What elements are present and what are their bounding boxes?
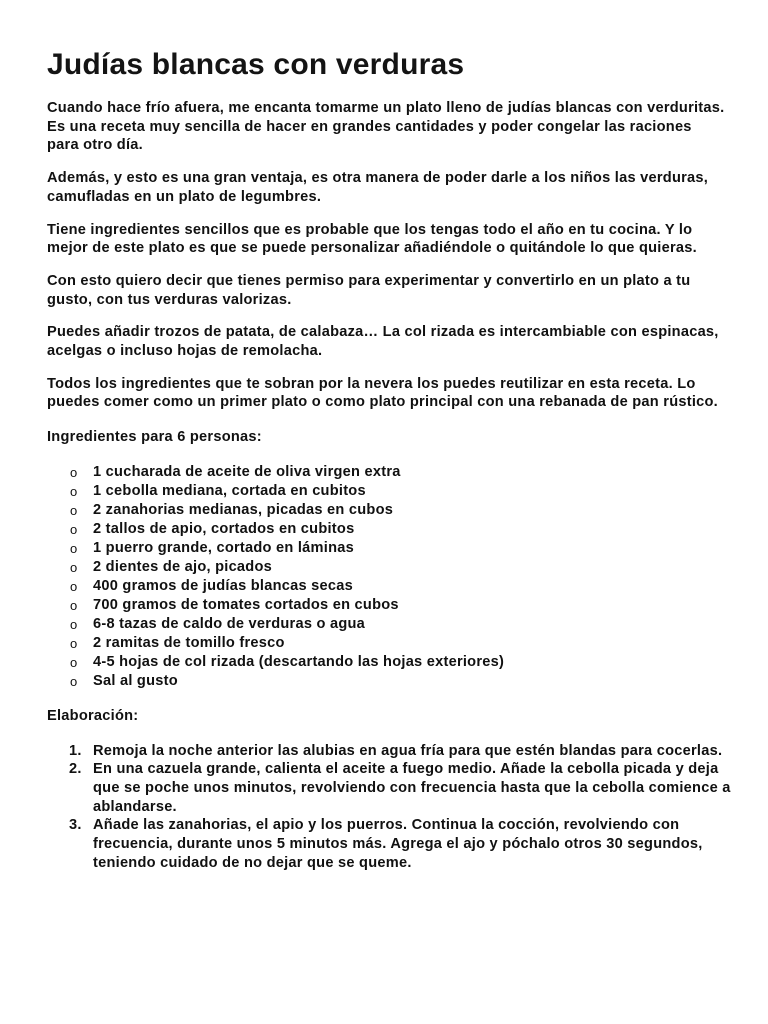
- ingredient-text: 2 dientes de ajo, picados: [93, 558, 272, 575]
- intro-paragraph: Cuando hace frío afuera, me encanta tomarme un plato lleno de judías blancas con verduritas. Es una receta muy sencilla de hacer en grandes cantidades y poder congelar las raciones para otro día.: [47, 100, 725, 154]
- ingredient-text: 400 gramos de judías blancas secas: [93, 577, 353, 594]
- ingredient-text: 1 cucharada de aceite de oliva virgen extra: [93, 463, 401, 480]
- step-text: En una cazuela grande, calienta el aceite a fuego medio. Añade la cebolla picada y deja que se poche unos minutos, revolviendo con frecuencia hasta que la cebolla comience a ablandarse.: [93, 761, 731, 815]
- list-item: [47, 816, 733, 872]
- ingredient-text: 2 tallos de apio, cortados en cubitos: [93, 520, 355, 537]
- step-number: 1.: [69, 742, 82, 759]
- step-number: 2.: [69, 761, 82, 778]
- ingredient-text: 6-8 tazas de caldo de verduras o agua: [93, 615, 366, 632]
- bullet-icon: o: [70, 502, 78, 518]
- bullet-icon: o: [70, 521, 78, 537]
- ingredient-text: 2 zanahorias medianas, picadas en cubos: [93, 501, 394, 518]
- step-text: Remoja la noche anterior las alubias en agua fría para que estén blandas para cocerlas.: [93, 742, 723, 759]
- bullet-icon: o: [70, 464, 78, 480]
- ingredient-text: 1 puerro grande, cortado en láminas: [93, 539, 354, 556]
- list-item: [47, 760, 733, 816]
- document-title: Judías blancas con verduras: [47, 48, 465, 81]
- ingredient-text: 4-5 hojas de col rizada (descartando las hojas exteriores): [93, 653, 505, 670]
- ingredient-text: Sal al gusto: [93, 672, 178, 689]
- bullet-icon: o: [70, 540, 78, 556]
- list-item: [47, 577, 737, 596]
- bullet-icon: o: [70, 635, 78, 651]
- bullet-icon: o: [70, 578, 78, 594]
- list-item: [47, 742, 733, 761]
- bullet-icon: o: [70, 673, 78, 689]
- list-item: [47, 672, 737, 691]
- advantage-paragraph: Además, y esto es una gran ventaja, es otra manera de poder darle a los niños las verduras, camufladas en un plato de legumbres.: [47, 170, 709, 205]
- list-item: [47, 482, 737, 501]
- list-item: [47, 558, 737, 577]
- ingredient-text: 1 cebolla mediana, cortada en cubitos: [93, 482, 366, 499]
- ingredients-list: [47, 463, 737, 691]
- experiment-paragraph: Con esto quiero decir que tienes permiso para experimentar y convertirlo en un plato a tu gusto, con tus verduras valorizas.: [47, 272, 691, 308]
- step-text: Añade las zanahorias, el apio y los puerros. Continua la cocción, revolviendo con frecuencia, durante unos 5 minutos más. Agrega el ajo y póchalo otros 30 segundos, teniendo cuidado de no dejar que se queme.: [93, 817, 703, 871]
- list-item: [47, 634, 737, 653]
- ingredients-heading: Ingredientes para 6 personas:: [47, 429, 262, 446]
- list-item: [47, 596, 737, 615]
- list-item: [47, 501, 737, 520]
- list-item: [47, 463, 737, 482]
- ingredient-text: 2 ramitas de tomillo fresco: [93, 634, 285, 651]
- substitutions-paragraph: Puedes añadir trozos de patata, de calabaza… La col rizada es intercambiable con espinacas, acelgas o incluso hojas de remolacha.: [47, 324, 719, 360]
- leftovers-paragraph: Todos los ingredientes que te sobran por la nevera los puedes reutilizar en esta receta. Lo puedes comer como un primer plato o como plato principal con una rebanada de pan rústico.: [47, 375, 718, 411]
- step-number: 3.: [69, 817, 82, 834]
- bullet-icon: o: [70, 597, 78, 613]
- list-item: [47, 615, 737, 634]
- bullet-icon: o: [70, 654, 78, 670]
- steps-heading: Elaboración:: [47, 707, 139, 724]
- bullet-icon: o: [70, 616, 78, 632]
- ingredient-text: 700 gramos de tomates cortados en cubos: [93, 596, 399, 613]
- simple-ingredients-paragraph: Tiene ingredientes sencillos que es probable que los tengas todo el año en tu cocina. Y lo mejor de este plato es que se puede personalizar añadiéndole o quitándole lo que quieras.: [47, 221, 697, 257]
- bullet-icon: o: [70, 559, 78, 575]
- steps-list: [47, 742, 737, 873]
- list-item: [47, 653, 737, 672]
- list-item: [47, 539, 737, 558]
- bullet-icon: o: [70, 483, 78, 499]
- document-page: [47, 46, 737, 872]
- list-item: [47, 520, 737, 539]
